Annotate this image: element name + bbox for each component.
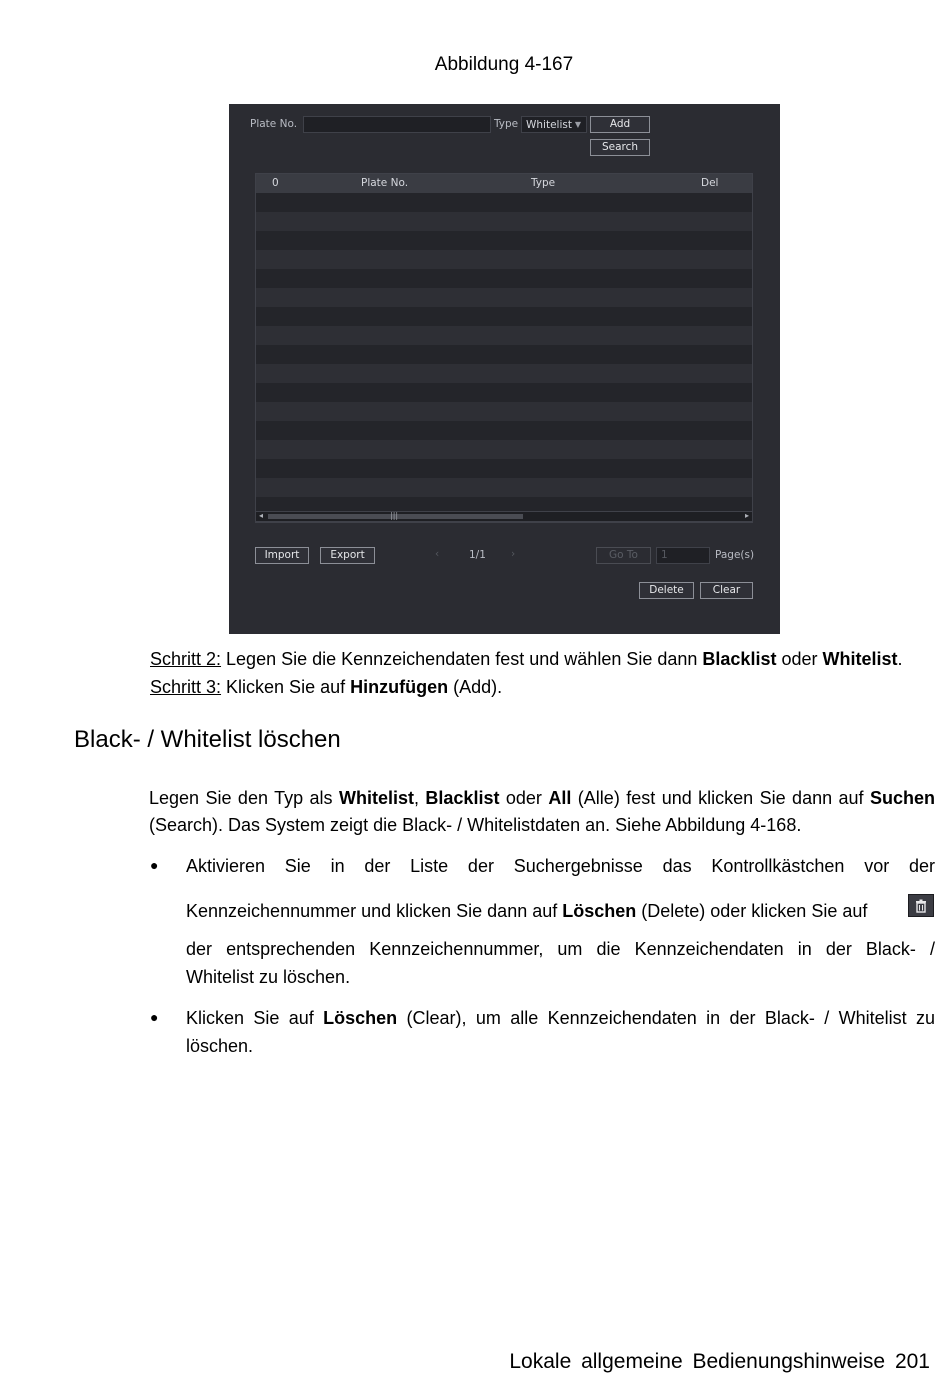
table-row [256,326,752,345]
bullet-2-text: (Clear), um alle Kennzeichendaten in der Black- / Whitelist zu [397,1008,935,1028]
step-2-blacklist: Blacklist [702,649,777,669]
table-row [256,250,752,269]
page-footer: Lokale allgemeine Bedienungshinweise 201 [509,1350,930,1373]
pages-label: Page(s) [715,549,755,561]
bullet-1-line-2 [186,898,867,925]
bullet-2-text: Klicken Sie auf [186,1008,324,1028]
delete-button[interactable]: Delete [639,582,694,599]
search-button[interactable]: Search [590,139,650,156]
section-heading: Black- / Whitelist löschen [74,726,341,753]
add-button[interactable]: Add [590,116,650,133]
bullet-2-loeschen: Löschen [323,1008,398,1028]
bullet-2-line-2: löschen. [186,1036,254,1056]
trash-icon [908,894,934,917]
intro-whitelist: Whitelist [338,788,414,808]
scroll-left-icon[interactable]: ◂ [259,511,264,520]
type-select[interactable] [521,116,587,133]
intro-text: oder [499,788,549,808]
step-2-text-part: . [897,649,903,669]
table-row [256,212,752,231]
bullet-1-text: (Delete) oder klicken Sie auf [636,901,868,921]
step-2-text-part: Legen Sie die Kennzeichendaten fest und wählen Sie dann [221,649,703,669]
intro-text: , [413,788,426,808]
step-2-whitelist: Whitelist [822,649,898,669]
column-header-plate-no: Plate No. [361,177,409,189]
export-button[interactable]: Export [320,547,375,564]
intro-all: All [548,788,572,808]
step-3-text-part: (Add). [448,677,503,697]
intro-line-2: (Search). Das System zeigt die Black- / Whitelistdaten an. Siehe Abbildung 4-168. [149,815,802,835]
table-row [256,478,752,497]
step-3-text [150,674,502,701]
intro-line-1 [149,785,935,812]
plate-no-label: Plate No. [250,118,298,130]
caret-down-icon: ▼ [574,120,581,129]
type-label: Type [494,118,519,130]
blacklist-ui-screenshot [229,104,780,634]
bullet-1-line-1: Aktivieren Sie in der Liste der Suchergebnisse das Kontrollkästchen vor der [186,856,935,876]
import-button[interactable]: Import [255,547,309,564]
step-3-add: Hinzufügen [350,677,449,697]
page-indicator: 1/1 [469,549,486,561]
next-page-icon[interactable]: › [511,548,516,560]
page-number-input[interactable]: 1 [656,547,710,564]
table-row [256,402,752,421]
bullet-1-line-3: der entsprechenden Kennzeichennummer, um die Kennzeichendaten in der Black- / [186,939,935,959]
bullet-1-text: Kennzeichennummer und klicken Sie dann auf [186,901,563,921]
scroll-right-icon[interactable]: ▸ [744,511,749,520]
scrollbar-grip-icon: ||| [390,511,399,520]
table-row [256,440,752,459]
bullet-2-line-1 [186,1005,935,1032]
table-row [256,364,752,383]
step-2-label: Schritt 2: [150,649,222,669]
column-header-del: Del [701,177,719,189]
intro-blacklist: Blacklist [425,788,500,808]
step-3-text-part: Klicken Sie auf [221,677,351,697]
intro-text: (Alle) fest und klicken Sie dann auf [571,788,870,808]
step-2-text [150,646,903,673]
goto-button[interactable]: Go To [596,547,651,564]
table-row [256,288,752,307]
intro-suchen: Suchen [869,788,935,808]
figure-caption: Abbildung 4-167 [434,54,574,75]
column-header-type: Type [531,177,556,189]
plate-table [255,173,753,523]
bullet-icon: ● [150,1009,159,1025]
step-3-label: Schritt 3: [150,677,222,697]
horizontal-scrollbar[interactable] [255,511,753,522]
intro-text: Legen Sie den Typ als [149,788,339,808]
clear-button[interactable]: Clear [700,582,753,599]
bullet-1-line-4: Whitelist zu löschen. [186,967,351,987]
table-header [256,174,752,193]
bullet-icon: ● [150,857,159,873]
bullet-1-loeschen: Löschen [562,901,637,921]
prev-page-icon[interactable]: ‹ [435,548,440,560]
plate-no-input[interactable] [303,116,491,133]
type-select-value: Whitelist [526,119,572,131]
step-2-text-part: oder [776,649,823,669]
column-header-index[interactable]: 0 [272,177,279,189]
